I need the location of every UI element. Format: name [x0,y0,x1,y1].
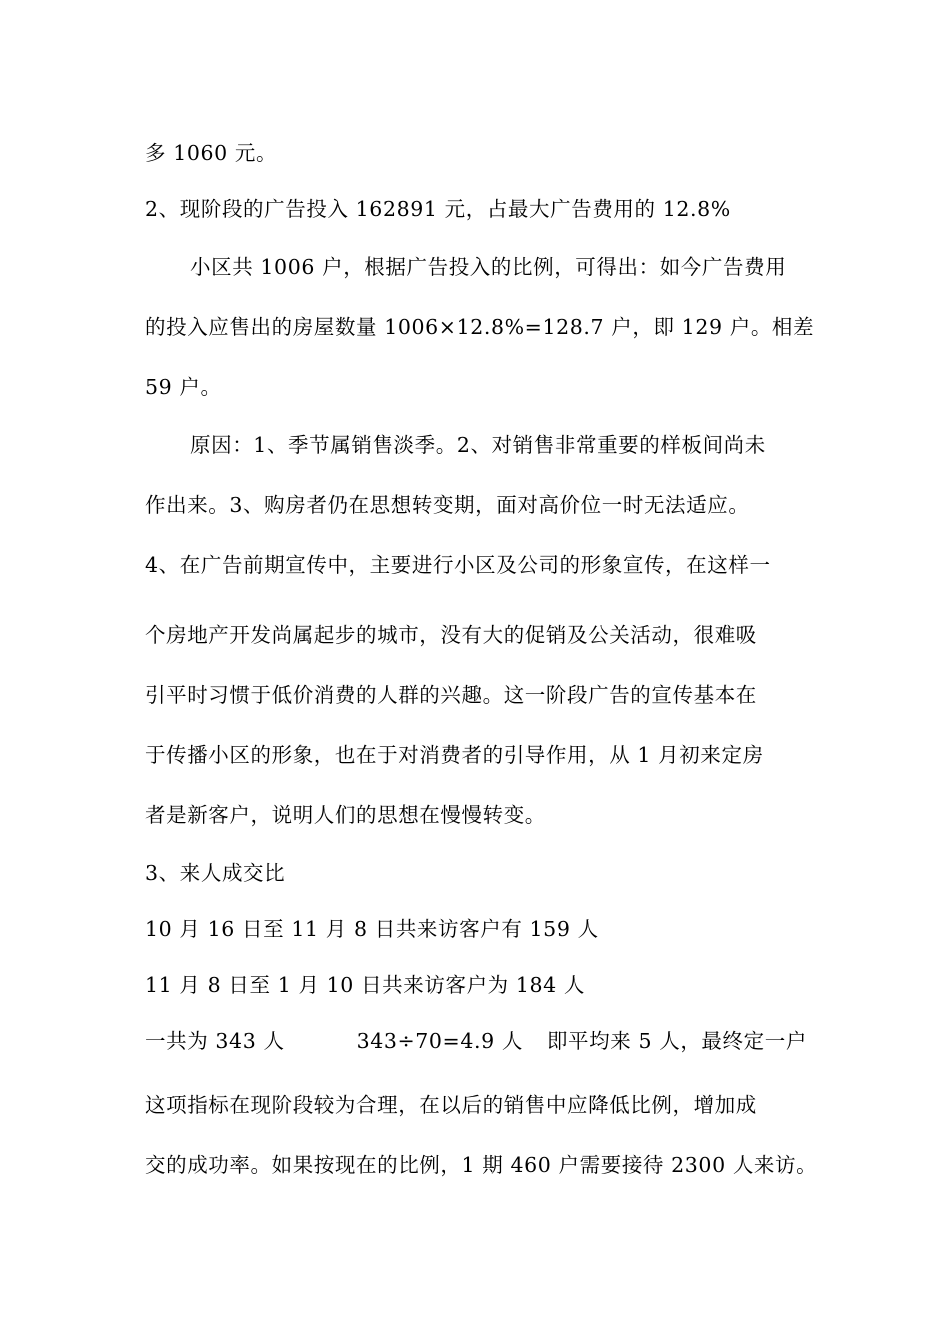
paragraph-line: 作出来。3、购房者仍在思想转变期，面对高价位一时无法适应。 [145,493,750,517]
paragraph-line: 引平时习惯于低价消费的人群的兴趣。这一阶段广告的宣传基本在 [145,683,757,707]
text-line: 多 1060 元。 [145,141,278,165]
section-heading: 2、现阶段的广告投入 162891 元，占最大广告费用的 12.8% [145,197,731,221]
paragraph-line: 小区共 1006 户，根据广告投入的比例，可得出：如今广告费用 [190,255,787,279]
calc-total: 一共为 343 人 [145,1029,285,1053]
paragraph-line: 者是新客户，说明人们的思想在慢慢转变。 [145,803,546,827]
paragraph-line: 原因：1、季节属销售淡季。2、对销售非常重要的样板间尚未 [190,433,766,457]
text-line: 10 月 16 日至 11 月 8 日共来访客户有 159 人 [145,917,599,941]
calc-formula: 343÷70=4.9 人 [356,1029,523,1053]
paragraph-line: 交的成功率。如果按现在的比例，1 期 460 户需要接待 2300 人来访。 [145,1153,818,1177]
calc-line [145,1026,825,1056]
paragraph-line: 个房地产开发尚属起步的城市，没有大的促销及公关活动，很难吸 [145,623,757,647]
paragraph-line: 59 户。 [145,375,222,399]
text-line: 11 月 8 日至 1 月 10 日共来访客户为 184 人 [145,973,586,997]
paragraph-line: 4、在广告前期宣传中，主要进行小区及公司的形象宣传，在这样一 [145,553,771,577]
section-heading: 3、来人成交比 [145,861,286,885]
calc-result: 即平均来 5 人，最终定一户 [546,1029,807,1053]
paragraph-line: 于传播小区的形象，也在于对消费者的引导作用，从 1 月初来定房 [145,743,764,767]
paragraph-line: 这项指标在现阶段较为合理，在以后的销售中应降低比例，增加成 [145,1093,757,1117]
paragraph-line: 的投入应售出的房屋数量 1006×12.8%=128.7 户，即 129 户。相差 [145,315,815,339]
